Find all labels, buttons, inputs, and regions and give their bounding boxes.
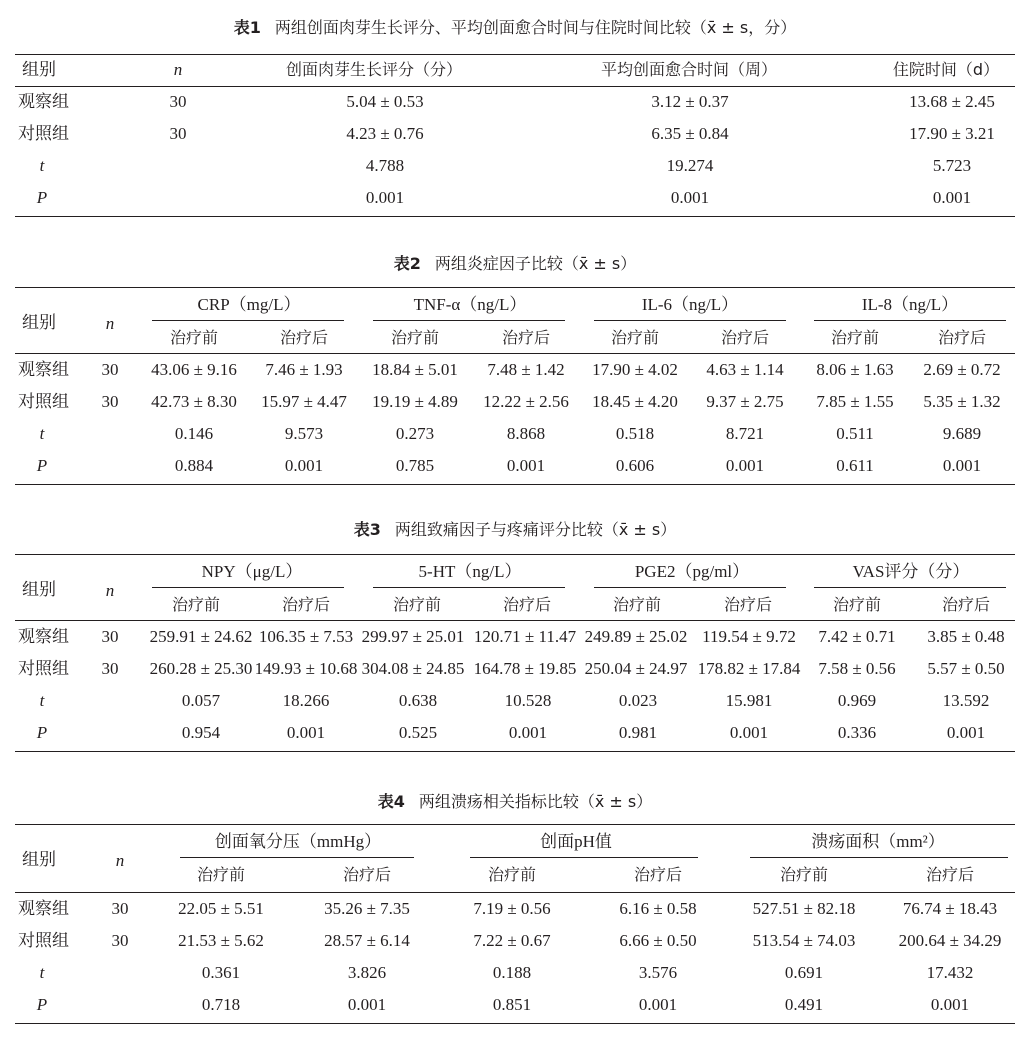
table-1-caption: [0, 18, 1030, 38]
table-cell: 18.266: [282, 691, 330, 710]
top-rule: [15, 287, 1015, 288]
group-header-ph: 创面pH值: [540, 832, 612, 851]
row-label-p: P: [36, 456, 48, 475]
subheader-after: 治疗后: [342, 865, 392, 884]
table-cell: 0.001: [286, 723, 326, 742]
subheader-after: 治疗后: [279, 328, 329, 347]
table-cell: 0.361: [201, 963, 241, 982]
table-cell: 8.721: [725, 424, 765, 443]
table-cell: 149.93 ± 10.68: [254, 659, 358, 678]
group-underline: [594, 320, 786, 321]
table-cell: 164.78 ± 19.85: [473, 659, 577, 678]
table-cell: 4.63 ± 1.14: [706, 360, 784, 379]
subheader-before: 治疗前: [779, 865, 829, 884]
table-cell: 0.001: [508, 723, 548, 742]
table-cell: 0.884: [174, 456, 214, 475]
group-underline: [814, 587, 1006, 588]
table-cell: 5.57 ± 0.50: [927, 659, 1005, 678]
table-cell: 4.23 ± 0.76: [346, 124, 424, 143]
subheader-after: 治疗后: [502, 595, 552, 614]
table-cell: 28.57 ± 6.14: [324, 931, 410, 950]
row-n: 30: [169, 124, 187, 143]
group-header-crp: CRP（mg/L）: [197, 295, 301, 314]
group-underline: [152, 320, 344, 321]
row-label: 对照组: [18, 124, 69, 144]
table-cell: 106.35 ± 7.53: [258, 627, 354, 646]
table-cell: 0.718: [201, 995, 241, 1014]
subheader-before: 治疗前: [612, 595, 662, 614]
col-header-healing-time: 平均创面愈合时间（周）: [600, 60, 778, 79]
table-cell: 249.89 ± 25.02: [584, 627, 688, 646]
table-cell: 0.511: [836, 424, 874, 443]
table-cell: 0.606: [615, 456, 655, 475]
table-cell: 0.001: [729, 723, 769, 742]
row-n: 30: [111, 931, 129, 950]
col-header-group: 组别: [22, 60, 56, 80]
header-rule: [15, 86, 1015, 87]
table-cell: 7.46 ± 1.93: [265, 360, 343, 379]
bottom-rule: [15, 216, 1015, 217]
header-rule: [15, 353, 1015, 354]
table-cell: 0.001: [932, 188, 972, 207]
table-cell: 17.90 ± 4.02: [592, 360, 678, 379]
table-cell: 0.023: [618, 691, 658, 710]
table-cell: 4.788: [365, 156, 405, 175]
table-cell: 15.97 ± 4.47: [261, 392, 347, 411]
table-cell: 15.981: [725, 691, 773, 710]
top-rule: [15, 554, 1015, 555]
row-label: 对照组: [18, 931, 69, 951]
bottom-rule: [15, 751, 1015, 752]
table-cell: 0.001: [930, 995, 970, 1014]
table-cell: 7.42 ± 0.71: [818, 627, 896, 646]
row-n: 30: [101, 360, 119, 379]
table-cell: 0.785: [395, 456, 435, 475]
subheader-before: 治疗前: [610, 328, 660, 347]
table-cell: 0.001: [670, 188, 710, 207]
table-4-number: 表4: [377, 792, 405, 811]
table-cell: 250.04 ± 24.97: [584, 659, 688, 678]
table-cell: 259.91 ± 24.62: [149, 627, 253, 646]
table-cell: 13.592: [942, 691, 990, 710]
col-header-hospital-stay: 住院时间（d）: [892, 60, 1000, 79]
table-cell: 0.851: [492, 995, 532, 1014]
table-cell: 7.58 ± 0.56: [818, 659, 896, 678]
table-cell: 7.48 ± 1.42: [487, 360, 565, 379]
group-header-npy: NPY（μg/L）: [201, 562, 303, 581]
table-cell: 19.274: [666, 156, 714, 175]
table-2-number: 表2: [393, 254, 421, 273]
table-cell: 119.54 ± 9.72: [702, 627, 796, 646]
table-cell: 2.69 ± 0.72: [923, 360, 1001, 379]
subheader-before: 治疗前: [171, 595, 221, 614]
row-label: 观察组: [18, 627, 69, 647]
bottom-rule: [15, 1023, 1015, 1024]
table-cell: 12.22 ± 2.56: [483, 392, 569, 411]
table-3-number: 表3: [353, 520, 381, 539]
group-underline: [750, 857, 1008, 858]
table-cell: 0.057: [181, 691, 221, 710]
group-header-5ht: 5-HT（ng/L）: [418, 562, 522, 581]
table-cell: 0.001: [506, 456, 546, 475]
row-label-t: t: [39, 963, 45, 982]
subheader-after: 治疗后: [925, 865, 975, 884]
table-cell: 35.26 ± 7.35: [324, 899, 410, 918]
group-header-tnf: TNF-α（ng/L）: [413, 295, 527, 314]
group-underline: [152, 587, 344, 588]
table-cell: 42.73 ± 8.30: [151, 392, 237, 411]
table-cell: 17.432: [926, 963, 974, 982]
table-cell: 5.04 ± 0.53: [346, 92, 424, 111]
table-cell: 6.35 ± 0.84: [651, 124, 729, 143]
header-rule: [15, 892, 1015, 893]
table-cell: 7.19 ± 0.56: [473, 899, 551, 918]
table-cell: 5.35 ± 1.32: [923, 392, 1001, 411]
subheader-after: 治疗后: [720, 328, 770, 347]
table-cell: 0.188: [492, 963, 532, 982]
subheader-before: 治疗前: [832, 595, 882, 614]
table-cell: 22.05 ± 5.51: [178, 899, 264, 918]
table-cell: 0.001: [942, 456, 982, 475]
subheader-after: 治疗后: [941, 595, 991, 614]
col-header-group: 组别: [22, 313, 56, 333]
subheader-after: 治疗后: [501, 328, 551, 347]
col-header-granulation-score: 创面肉芽生长评分（分）: [285, 60, 463, 79]
table-cell: 0.518: [615, 424, 655, 443]
subheader-before: 治疗前: [392, 595, 442, 614]
table-cell: 5.723: [932, 156, 972, 175]
table-cell: 0.638: [398, 691, 438, 710]
top-rule: [15, 54, 1015, 55]
row-label-p: P: [36, 188, 48, 207]
table-cell: 0.146: [174, 424, 214, 443]
row-n: 30: [169, 92, 187, 111]
row-label-p: P: [36, 723, 48, 742]
table-cell: 8.868: [506, 424, 546, 443]
group-underline: [594, 587, 786, 588]
table-cell: 13.68 ± 2.45: [909, 92, 995, 111]
table-cell: 0.691: [784, 963, 824, 982]
table-cell: 3.12 ± 0.37: [651, 92, 729, 111]
subheader-before: 治疗前: [390, 328, 440, 347]
table-cell: 3.826: [347, 963, 387, 982]
row-label-t: t: [39, 156, 45, 175]
row-label-t: t: [39, 424, 45, 443]
table-cell: 0.611: [836, 456, 874, 475]
row-label: 观察组: [18, 360, 69, 380]
row-n: 30: [101, 659, 119, 678]
header-rule: [15, 620, 1015, 621]
table-cell: 6.66 ± 0.50: [619, 931, 697, 950]
table-cell: 0.525: [398, 723, 438, 742]
row-label-p: P: [36, 995, 48, 1014]
group-underline: [373, 320, 565, 321]
table-cell: 0.001: [638, 995, 678, 1014]
subheader-before: 治疗前: [487, 865, 537, 884]
subheader-before: 治疗前: [196, 865, 246, 884]
table-cell: 21.53 ± 5.62: [178, 931, 264, 950]
group-underline: [373, 587, 565, 588]
subheader-after: 治疗后: [723, 595, 773, 614]
table-cell: 0.954: [181, 723, 221, 742]
table-1-number: 表1: [233, 18, 261, 37]
table-cell: 0.001: [284, 456, 324, 475]
col-header-n: n: [105, 581, 115, 600]
subheader-before: 治疗前: [169, 328, 219, 347]
group-header-pge2: PGE2（pg/ml）: [634, 562, 750, 581]
group-header-il6: IL-6（ng/L）: [641, 295, 739, 314]
table-cell: 0.491: [784, 995, 824, 1014]
row-label-t: t: [39, 691, 45, 710]
table-1-title: 两组创面肉芽生长评分、平均创面愈合时间与住院时间比较（x̄ ± s，分）: [274, 18, 797, 37]
row-label: 观察组: [18, 899, 69, 919]
table-cell: 9.37 ± 2.75: [706, 392, 784, 411]
table-cell: 513.54 ± 74.03: [752, 931, 856, 950]
group-header-oxygen: 创面氧分压（mmHg）: [214, 832, 382, 851]
table-cell: 299.97 ± 25.01: [361, 627, 465, 646]
row-n: 30: [101, 392, 119, 411]
col-header-n: n: [173, 60, 183, 79]
row-n: 30: [111, 899, 129, 918]
table-4-title: 两组溃疡相关指标比较（x̄ ± s）: [418, 792, 653, 811]
table-3-caption: [0, 520, 1030, 540]
table-cell: 0.273: [395, 424, 435, 443]
table-cell: 9.573: [284, 424, 324, 443]
group-underline: [470, 857, 698, 858]
group-header-ulcer-area: 溃疡面积（mm²）: [811, 832, 945, 851]
col-header-group: 组别: [22, 850, 56, 870]
table-cell: 19.19 ± 4.89: [372, 392, 458, 411]
row-label: 对照组: [18, 392, 69, 412]
table-cell: 18.84 ± 5.01: [372, 360, 458, 379]
table-cell: 0.001: [347, 995, 387, 1014]
table-cell: 0.001: [946, 723, 986, 742]
col-header-group: 组别: [22, 580, 56, 600]
table-cell: 6.16 ± 0.58: [619, 899, 697, 918]
col-header-n: n: [115, 851, 125, 870]
table-cell: 76.74 ± 18.43: [902, 899, 998, 918]
table-3-title: 两组致痛因子与疼痛评分比较（x̄ ± s）: [394, 520, 677, 539]
table-cell: 7.85 ± 1.55: [816, 392, 894, 411]
table-cell: 304.08 ± 24.85: [361, 659, 465, 678]
subheader-before: 治疗前: [830, 328, 880, 347]
group-underline: [814, 320, 1006, 321]
table-cell: 10.528: [504, 691, 552, 710]
table-cell: 0.981: [618, 723, 658, 742]
table-cell: 3.576: [638, 963, 678, 982]
table-cell: 18.45 ± 4.20: [592, 392, 678, 411]
subheader-after: 治疗后: [937, 328, 987, 347]
subheader-after: 治疗后: [633, 865, 683, 884]
table-cell: 9.689: [942, 424, 982, 443]
table-cell: 527.51 ± 82.18: [752, 899, 856, 918]
table-cell: 17.90 ± 3.21: [909, 124, 995, 143]
table-cell: 178.82 ± 17.84: [697, 659, 801, 678]
table-cell: 3.85 ± 0.48: [927, 627, 1005, 646]
table-cell: 200.64 ± 34.29: [898, 931, 1002, 950]
group-header-il8: IL-8（ng/L）: [861, 295, 959, 314]
table-2-caption: [0, 254, 1030, 274]
top-rule: [15, 824, 1015, 825]
row-n: 30: [101, 627, 119, 646]
bottom-rule: [15, 484, 1015, 485]
table-cell: 260.28 ± 25.30: [149, 659, 253, 678]
table-cell: 120.71 ± 11.47: [473, 627, 577, 646]
row-label: 观察组: [18, 92, 69, 112]
table-2-title: 两组炎症因子比较（x̄ ± s）: [434, 254, 637, 273]
table-cell: 0.001: [725, 456, 765, 475]
col-header-n: n: [105, 314, 115, 333]
subheader-after: 治疗后: [281, 595, 331, 614]
table-cell: 0.969: [837, 691, 877, 710]
table-cell: 43.06 ± 9.16: [151, 360, 237, 379]
table-cell: 8.06 ± 1.63: [816, 360, 894, 379]
group-header-vas: VAS评分（分）: [852, 562, 970, 581]
row-label: 对照组: [18, 659, 69, 679]
table-4-caption: [0, 792, 1030, 812]
table-cell: 7.22 ± 0.67: [473, 931, 551, 950]
group-underline: [180, 857, 414, 858]
table-cell: 0.001: [365, 188, 405, 207]
table-cell: 0.336: [837, 723, 877, 742]
